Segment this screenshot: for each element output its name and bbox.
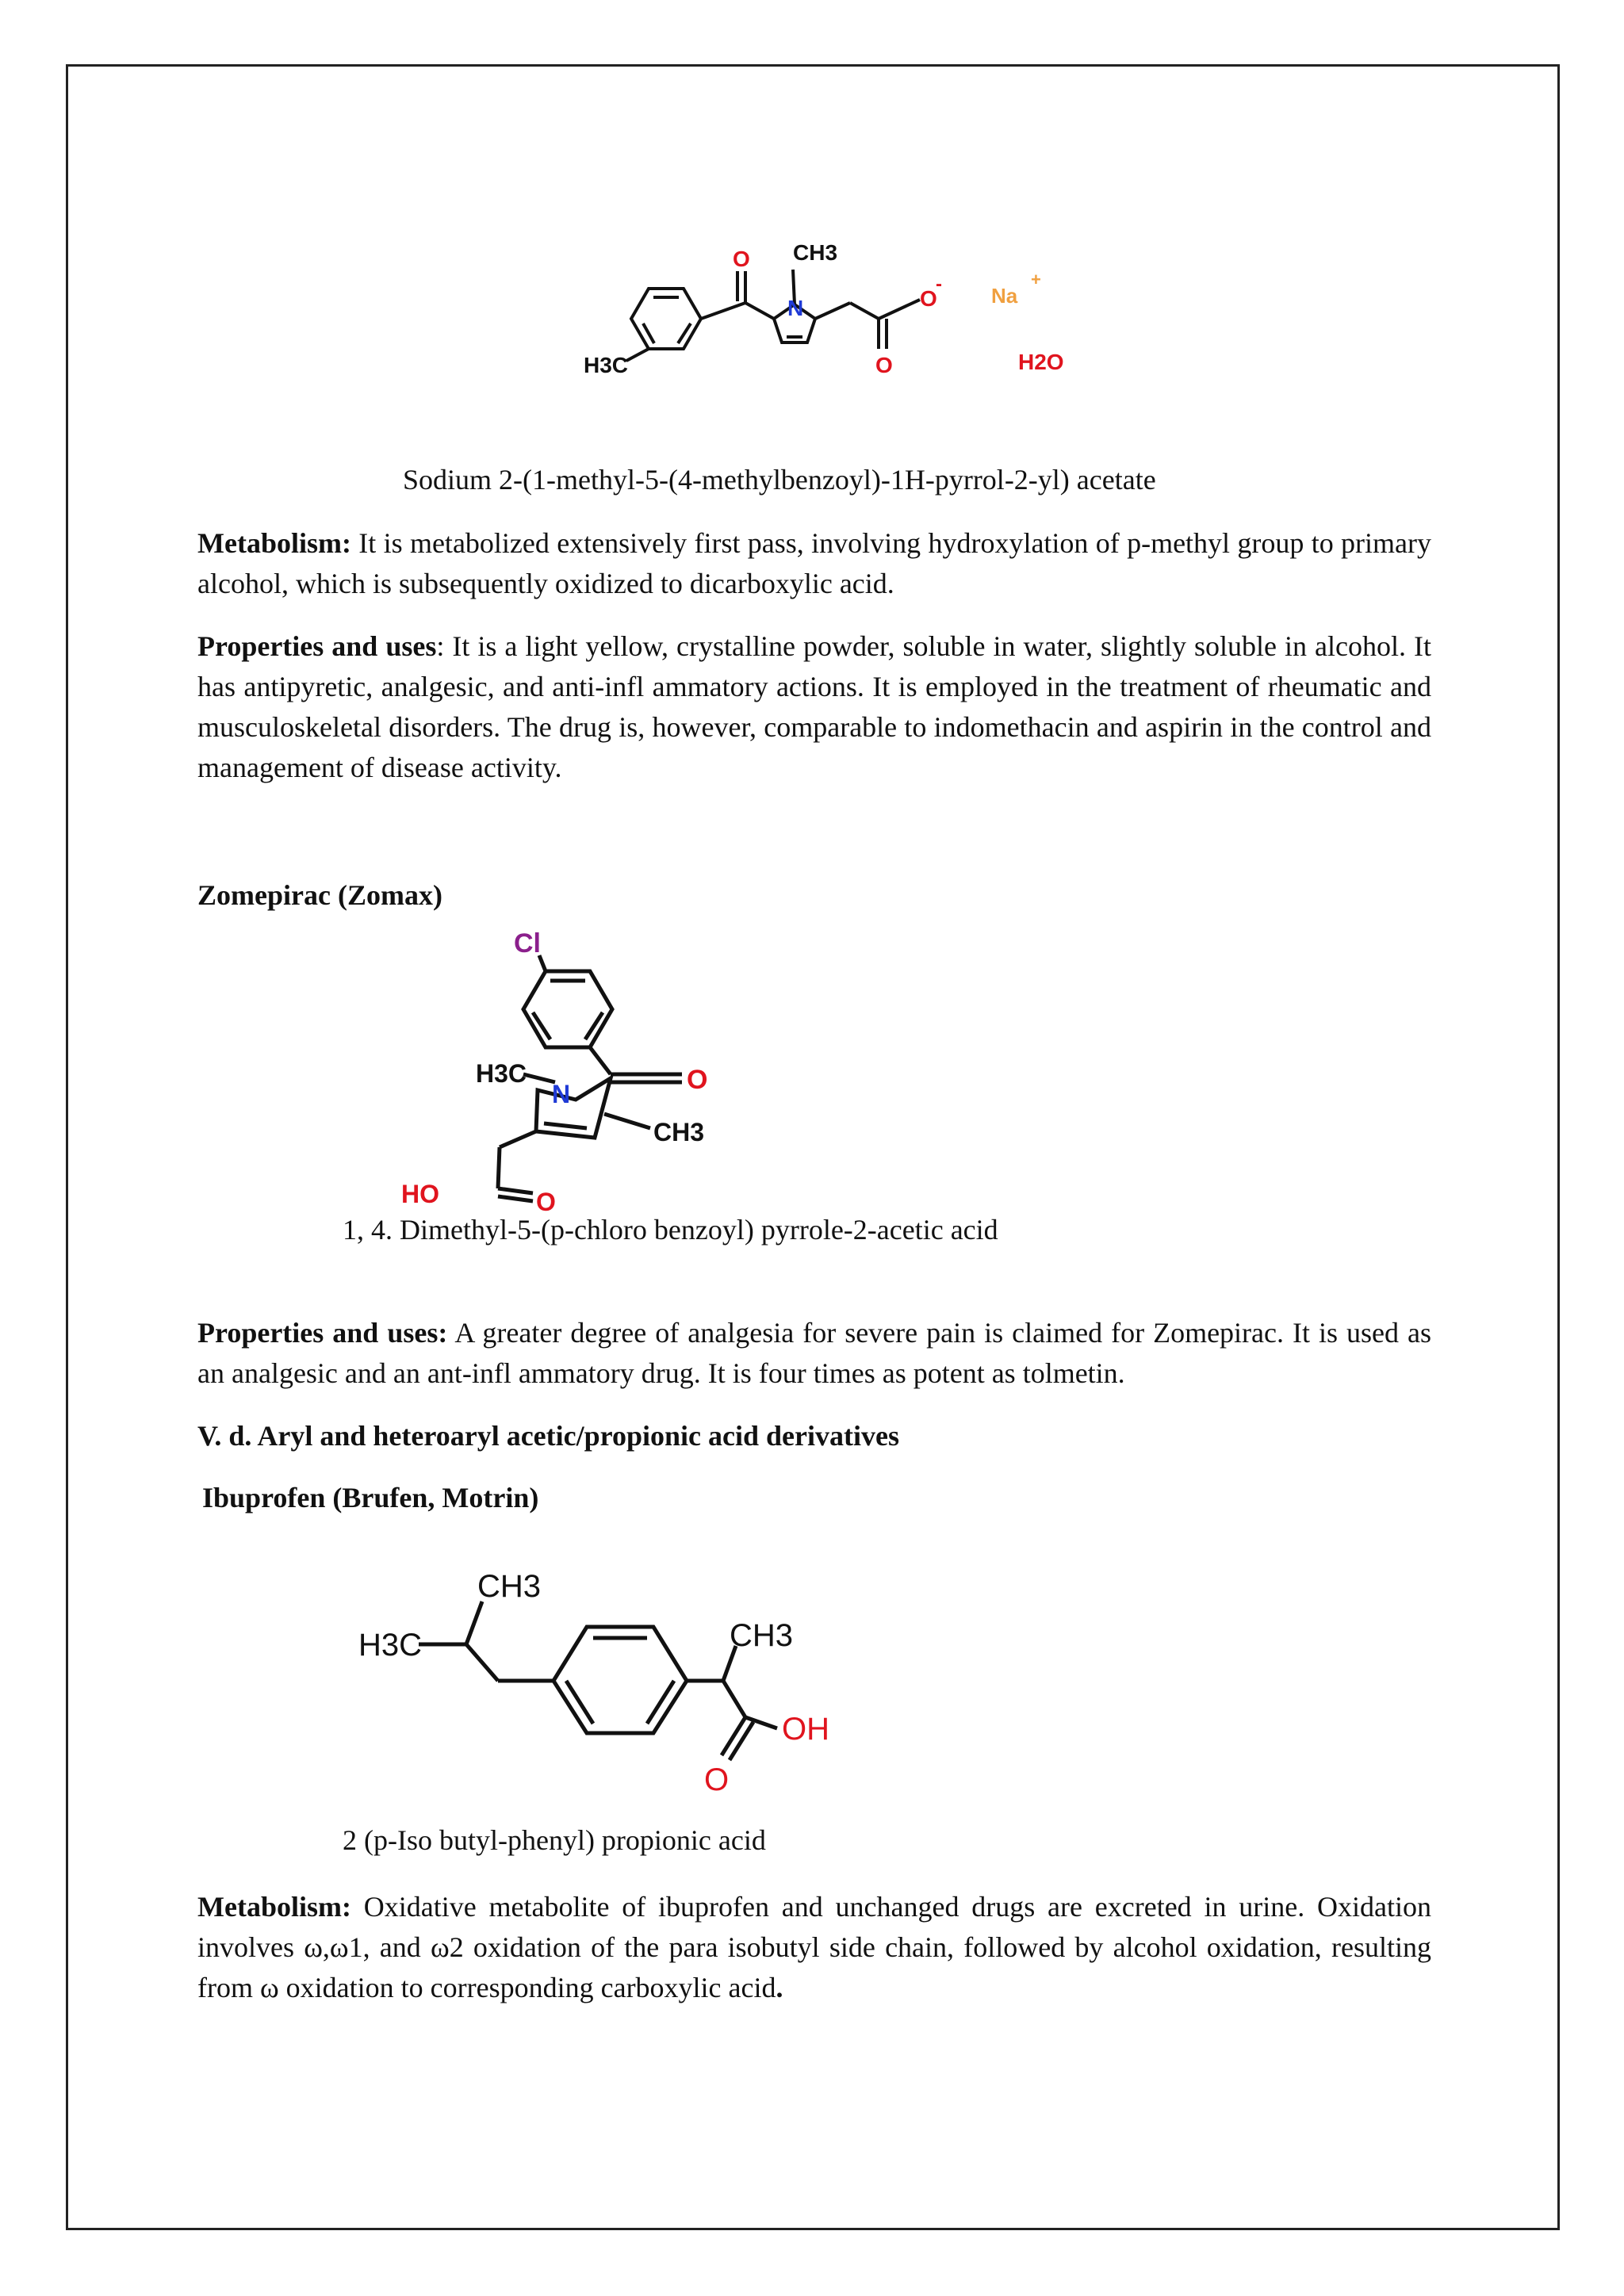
hydroxyl-label: OH [782,1712,829,1747]
alpha-methyl-label: CH3 [730,1618,794,1653]
minus-charge-label: - [936,274,942,295]
metabolism-label-2: Metabolism: [197,1891,351,1923]
carbonyl-oxygen-label: O [704,1762,730,1797]
water-label: H2O [1018,350,1064,374]
properties-text-1: : It is a light yellow, crystalline powder, soluble in water, slightly soluble in alcohol. It has antipyretic, analgesic, and anti-infl ammatory actions. It is employed in the treatment of rheumatic and musculoskeletal disorders. The drug is, however, comparable to indomethacin and aspirin in the control and management of disease activity. [197,630,1431,783]
nitrogen-label: N [787,296,804,320]
carbonyl-oxygen-label: O [536,1188,556,1216]
methyl-label: CH3 [793,240,838,265]
metabolism-label-1: Metabolism: [197,527,351,559]
metabolism-text-2: Oxidative metabolite of ibuprofen and unchanged drugs are excreted in urine. Oxidation involves ω,ω1, and ω2 oxidation of the para isobutyl side chain, followed by alcohol oxidation, resulting from ω oxidation to corresponding carboxylic acid [197,1891,1431,2003]
section-heading: V. d. Aryl and heteroaryl acetic/propionic acid derivatives [197,1420,899,1452]
carboxylate-oxygen-label: O [920,286,937,311]
ibuprofen-heading: Ibuprofen (Brufen, Motrin) [202,1482,539,1513]
properties-text-2: A greater degree of analgesia for severe pain is claimed for Zomepirac. It is used as an analgesic and an ant-infl ammatory drug. It is four times as potent as tolmetin. [197,1317,1432,1389]
tolmetin-sodium-structure [555,222,1126,404]
zomepirac-structure [396,924,777,1217]
ring-methyl-label: CH3 [653,1118,705,1146]
nitrogen-label: N [552,1080,571,1108]
zomepirac-caption: 1, 4. Dimethyl-5-(p-chloro benzoyl) pyrrole-2-acetic acid [343,1214,998,1246]
isobutyl-h3c-label: H3C [358,1628,423,1663]
methyl-h3c-label: H3C [584,353,629,377]
metabolism-text-1: It is metabolized extensively first pass, involving hydroxylation of p-methyl group to primary alcohol, which is subsequently oxidized to dicarboxylic acid. [197,527,1431,599]
struct1-caption: Sodium 2-(1-methyl-5-(4-methylbenzoyl)-1H-pyrrol-2-yl) acetate [403,464,1156,496]
properties-paragraph-1 [197,626,1431,788]
properties-paragraph-2 [197,1313,1431,1394]
sodium-label: Na [991,284,1018,308]
isobutyl-methyl-label: CH3 [477,1570,542,1604]
ketone-oxygen-label: O [687,1065,708,1095]
ketone-oxygen-label: O [733,247,750,271]
metabolism-text-2-end: . [776,1972,783,2003]
metabolism-paragraph-2 [197,1887,1431,2008]
chlorine-label: Cl [514,928,541,959]
n-methyl-label: H3C [476,1059,527,1088]
zomepirac-heading: Zomepirac (Zomax) [197,879,442,911]
ibuprofen-caption: 2 (p-Iso butyl-phenyl) propionic acid [343,1824,766,1856]
properties-label-2: Properties and uses: [197,1317,448,1349]
plus-charge-label: + [1031,270,1041,289]
properties-label-1: Properties and uses [197,630,437,662]
ibuprofen-structure [349,1570,856,1800]
hydroxyl-label: HO [401,1180,439,1208]
carbonyl-oxygen-label: O [875,353,893,377]
metabolism-paragraph-1 [197,523,1431,604]
